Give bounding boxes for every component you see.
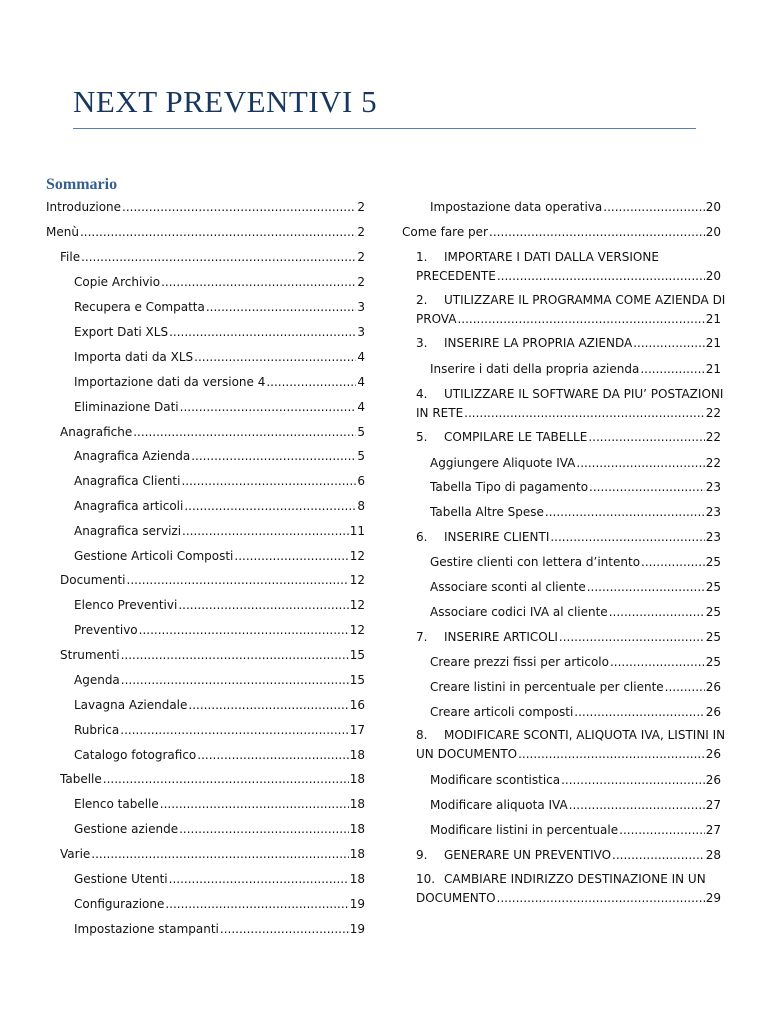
- dot-leader: [133, 423, 356, 442]
- toc-entry[interactable]: [430, 821, 721, 840]
- toc-entry-label: Preventivo: [74, 623, 138, 637]
- toc-entry[interactable]: [416, 385, 724, 423]
- toc-entry-label: Lavagna Aziendale: [74, 698, 188, 712]
- dot-leader: [181, 472, 356, 491]
- dot-leader: [561, 771, 705, 790]
- toc-entry-label: Modificare listini in percentuale: [430, 823, 619, 837]
- toc-entry-label: Documenti: [60, 573, 126, 587]
- toc-entry-page: 23: [705, 530, 721, 544]
- dot-leader: [457, 310, 704, 329]
- toc-entry[interactable]: [430, 703, 721, 722]
- toc-heading: Sommario: [46, 176, 118, 193]
- toc-entry[interactable]: [74, 920, 365, 939]
- toc-entry[interactable]: [430, 678, 721, 697]
- toc-entry-label: Associare codici IVA al cliente: [430, 605, 608, 619]
- toc-entry-label: Menù: [46, 225, 79, 239]
- toc-entry-page: 26: [705, 705, 721, 719]
- dot-leader: [194, 348, 356, 367]
- dot-leader: [169, 323, 356, 342]
- toc-entry-label: Gestione Articoli Composti: [74, 549, 234, 563]
- dot-leader: [641, 553, 705, 572]
- toc-entry-label: Importa dati da XLS: [74, 350, 194, 364]
- toc-entry-label: Importazione dati da versione 4: [74, 375, 266, 389]
- toc-entry-page: 27: [705, 823, 721, 837]
- toc-entry-label: Impostazione stampanti: [74, 922, 219, 936]
- toc-entry[interactable]: [74, 671, 365, 690]
- toc-entry-label: Creare articoli composti: [430, 705, 574, 719]
- toc-entry[interactable]: [74, 696, 365, 715]
- dot-leader: [191, 447, 356, 466]
- toc-entry-label: Agenda: [74, 673, 120, 687]
- toc-entry-label: Catalogo fotografico: [74, 748, 197, 762]
- toc-entry[interactable]: [74, 596, 365, 615]
- toc-entry-label: Gestione aziende: [74, 822, 179, 836]
- toc-entry[interactable]: [60, 770, 365, 789]
- title-underline: [73, 128, 696, 129]
- toc-entry[interactable]: [416, 334, 721, 353]
- toc-entry[interactable]: [416, 870, 721, 908]
- toc-entry[interactable]: [430, 503, 721, 522]
- toc-entry-page: 25: [705, 580, 721, 594]
- dot-leader: [576, 454, 704, 473]
- toc-entry-label: UTILIZZARE IL SOFTWARE DA PIU’ POSTAZIONI: [444, 387, 724, 401]
- dot-leader: [121, 671, 349, 690]
- dot-leader: [165, 895, 348, 914]
- toc-entry-label: Gestione Utenti: [74, 872, 168, 886]
- toc-entry[interactable]: [74, 497, 365, 516]
- toc-entry[interactable]: [74, 447, 365, 466]
- toc-entry-label: Anagrafica servizi: [74, 524, 182, 538]
- toc-entry[interactable]: [74, 273, 365, 292]
- toc-entry-label: Come fare per: [402, 225, 488, 239]
- toc-entry-label: IMPORTARE I DATI DALLA VERSIONE: [444, 250, 659, 264]
- toc-entry-page: 2: [357, 250, 365, 264]
- toc-entry[interactable]: [74, 472, 365, 491]
- toc-entry[interactable]: [60, 646, 365, 665]
- dot-leader: [545, 503, 705, 522]
- dot-leader: [220, 920, 349, 939]
- dot-leader: [588, 428, 704, 447]
- toc-entry-page: 27: [705, 798, 721, 812]
- dot-leader: [234, 547, 348, 566]
- toc-entry[interactable]: [74, 746, 365, 765]
- toc-entry-page: 29: [705, 891, 721, 905]
- toc-entry-page: 4: [357, 375, 365, 389]
- toc-entry-page: 4: [357, 350, 365, 364]
- dot-leader: [603, 198, 704, 217]
- toc-entry[interactable]: [416, 428, 721, 447]
- toc-entry-label: Gestire clienti con lettera d’intento: [430, 555, 641, 569]
- toc-entry-label: Modificare scontistica: [430, 773, 561, 787]
- toc-entry[interactable]: [416, 628, 721, 647]
- toc-entry-label: Copie Archivio: [74, 275, 161, 289]
- dot-leader: [587, 578, 705, 597]
- toc-entry[interactable]: [430, 553, 721, 572]
- toc-entry-page: 11: [349, 524, 365, 538]
- toc-entry-page: 20: [705, 225, 721, 239]
- toc-entry[interactable]: [430, 198, 721, 217]
- toc-entry-label-continued: DOCUMENTO: [416, 891, 496, 905]
- toc-entry-page: 22: [705, 430, 721, 444]
- toc-entry-page: 19: [349, 897, 365, 911]
- toc-entry[interactable]: [60, 571, 365, 590]
- toc-entry-page: 5: [357, 449, 365, 463]
- toc-entry-label-continued: UN DOCUMENTO: [416, 747, 518, 761]
- toc-entry-page: 12: [349, 598, 365, 612]
- toc-entry[interactable]: [416, 248, 721, 286]
- toc-entry-page: 3: [357, 325, 365, 339]
- toc-entry-page: 28: [705, 848, 721, 862]
- dot-leader: [206, 298, 357, 317]
- toc-entry-page: 18: [349, 748, 365, 762]
- dot-leader: [91, 845, 348, 864]
- toc-entry-page: 26: [705, 680, 721, 694]
- document-title: NEXT PREVENTIVI 5: [73, 84, 378, 119]
- toc-entry-page: 2: [357, 225, 365, 239]
- toc-entry[interactable]: [60, 423, 365, 442]
- toc-entry[interactable]: [74, 621, 365, 640]
- toc-entry-page: 21: [705, 362, 721, 376]
- dot-leader: [161, 273, 356, 292]
- toc-entry-label: UTILIZZARE IL PROGRAMMA COME AZIENDA DI: [444, 293, 726, 307]
- toc-entry-number: 2.: [416, 293, 428, 307]
- dot-leader: [489, 223, 705, 242]
- toc-entry-page: 6: [357, 474, 365, 488]
- dot-leader: [612, 846, 705, 865]
- toc-entry[interactable]: [416, 726, 726, 764]
- toc-entry[interactable]: [416, 528, 721, 547]
- toc-entry[interactable]: [74, 870, 365, 889]
- toc-entry-number: 1.: [416, 250, 428, 264]
- toc-entry-label: Configurazione: [74, 897, 165, 911]
- toc-entry-label: Export Dati XLS: [74, 325, 169, 339]
- toc-entry-label-continued: PROVA: [416, 312, 457, 326]
- toc-entry-number: 4.: [416, 387, 428, 401]
- toc-entry-number: 7.: [416, 630, 428, 644]
- dot-leader: [518, 745, 705, 764]
- toc-entry[interactable]: [430, 796, 721, 815]
- dot-leader: [633, 334, 704, 353]
- toc-entry[interactable]: [60, 248, 365, 267]
- toc-entry-page: 20: [705, 269, 721, 283]
- dot-leader: [569, 796, 705, 815]
- toc-entry-label: MODIFICARE SCONTI, ALIQUOTA IVA, LISTINI IN: [444, 728, 726, 742]
- dot-leader: [121, 646, 349, 665]
- dot-leader: [169, 870, 349, 889]
- toc-entry-label: Varie: [60, 847, 91, 861]
- toc-entry-page: 22: [705, 406, 721, 420]
- toc-entry-label: COMPILARE LE TABELLE: [444, 430, 588, 444]
- toc-entry-number: 6.: [416, 530, 428, 544]
- toc-entry[interactable]: [74, 547, 365, 566]
- toc-entry-page: 25: [705, 630, 721, 644]
- toc-entry-page: 18: [349, 847, 365, 861]
- dot-leader: [559, 628, 705, 647]
- toc-entry-label: Anagrafica Clienti: [74, 474, 181, 488]
- dot-leader: [665, 678, 705, 697]
- toc-entry-page: 3: [357, 300, 365, 314]
- toc-entry-label-continued: IN RETE: [416, 406, 464, 420]
- toc-entry-label: CAMBIARE INDIRIZZO DESTINAZIONE IN UN: [444, 872, 706, 886]
- toc-entry-page: 12: [349, 623, 365, 637]
- toc-entry-page: 25: [705, 555, 721, 569]
- toc-entry-page: 12: [349, 549, 365, 563]
- toc-entry-page: 26: [705, 747, 721, 761]
- toc-entry[interactable]: [430, 360, 721, 379]
- toc-entry-page: 22: [705, 456, 721, 470]
- toc-entry[interactable]: [74, 795, 365, 814]
- toc-entry-page: 2: [357, 275, 365, 289]
- dot-leader: [610, 653, 705, 672]
- toc-entry-page: 25: [705, 655, 721, 669]
- dot-leader: [81, 248, 356, 267]
- toc-entry-label: Anagrafiche: [60, 425, 133, 439]
- toc-entry[interactable]: [416, 846, 721, 865]
- toc-entry-page: 18: [349, 797, 365, 811]
- toc-entry[interactable]: [74, 323, 365, 342]
- toc-entry[interactable]: [74, 373, 365, 392]
- toc-entry-number: 5.: [416, 430, 428, 444]
- toc-entry[interactable]: [430, 478, 721, 497]
- dot-leader: [80, 223, 356, 242]
- toc-entry-page: 15: [349, 648, 365, 662]
- dot-leader: [574, 703, 704, 722]
- toc-entry-label: Inserire i dati della propria azienda: [430, 362, 640, 376]
- toc-entry-label: INSERIRE CLIENTI: [444, 530, 550, 544]
- dot-leader: [188, 696, 348, 715]
- dot-leader: [120, 721, 348, 740]
- toc-entry-page: 4: [357, 400, 365, 414]
- dot-leader: [197, 746, 348, 765]
- toc-entry-label: Elenco tabelle: [74, 797, 159, 811]
- toc-entry-label: Creare prezzi fissi per articolo: [430, 655, 609, 669]
- dot-leader: [178, 596, 348, 615]
- toc-entry[interactable]: [74, 820, 365, 839]
- toc-entry[interactable]: [74, 895, 365, 914]
- toc-entry-label-continued: PRECEDENTE: [416, 269, 496, 283]
- toc-entry-page: 19: [349, 922, 365, 936]
- toc-entry-label: Aggiungere Aliquote IVA: [430, 456, 576, 470]
- dot-leader: [497, 889, 705, 908]
- toc-entry-page: 20: [705, 200, 721, 214]
- toc-entry-label: GENERARE UN PREVENTIVO: [444, 848, 612, 862]
- toc-entry-label: Anagrafica articoli: [74, 499, 184, 513]
- dot-leader: [182, 522, 349, 541]
- dot-leader: [464, 404, 705, 423]
- dot-leader: [609, 603, 705, 622]
- toc-entry-page: 18: [349, 872, 365, 886]
- toc-entry-page: 18: [349, 822, 365, 836]
- toc-entry[interactable]: [46, 223, 365, 242]
- dot-leader: [179, 820, 349, 839]
- dot-leader: [180, 398, 357, 417]
- toc-entry-page: 26: [705, 773, 721, 787]
- toc-entry-label: Tabelle: [60, 772, 102, 786]
- toc-entry[interactable]: [430, 578, 721, 597]
- toc-entry-page: 21: [705, 336, 721, 350]
- toc-entry-page: 23: [705, 480, 721, 494]
- toc-entry[interactable]: [416, 291, 726, 329]
- toc-entry[interactable]: [74, 398, 365, 417]
- dot-leader: [184, 497, 356, 516]
- toc-entry-label: Anagrafica Azienda: [74, 449, 191, 463]
- toc-entry[interactable]: [430, 454, 721, 473]
- dot-leader: [160, 795, 349, 814]
- toc-entry-page: 16: [349, 698, 365, 712]
- toc-entry-number: 9.: [416, 848, 428, 862]
- toc-entry[interactable]: [430, 603, 721, 622]
- toc-entry-label: Impostazione data operativa: [430, 200, 603, 214]
- toc-entry-page: 25: [705, 605, 721, 619]
- toc-entry[interactable]: [402, 223, 721, 242]
- dot-leader: [589, 478, 705, 497]
- toc-entry-page: 18: [349, 772, 365, 786]
- dot-leader: [139, 621, 349, 640]
- toc-entry[interactable]: [74, 721, 365, 740]
- toc-entry[interactable]: [74, 298, 365, 317]
- toc-entry-page: 21: [705, 312, 721, 326]
- toc-entry[interactable]: [74, 522, 365, 541]
- toc-entry-number: 3.: [416, 336, 428, 350]
- toc-entry[interactable]: [430, 653, 721, 672]
- toc-entry-label: INSERIRE LA PROPRIA AZIENDA: [444, 336, 633, 350]
- dot-leader: [103, 770, 349, 789]
- toc-entry-label: Introduzione: [46, 200, 122, 214]
- toc-entry-label: Eliminazione Dati: [74, 400, 179, 414]
- toc-entry-page: 8: [357, 499, 365, 513]
- toc-entry-label: Elenco Preventivi: [74, 598, 178, 612]
- dot-leader: [619, 821, 705, 840]
- toc-entry-label: Tabella Altre Spese: [430, 505, 544, 519]
- toc-entry-page: 15: [349, 673, 365, 687]
- toc-entry[interactable]: [60, 845, 365, 864]
- toc-entry-label: Rubrica: [74, 723, 120, 737]
- toc-entry[interactable]: [46, 198, 365, 217]
- dot-leader: [640, 360, 704, 379]
- toc-entry-page: 17: [349, 723, 365, 737]
- toc-entry-label: Strumenti: [60, 648, 120, 662]
- toc-entry-number: 8.: [416, 728, 428, 742]
- toc-entry-page: 12: [349, 573, 365, 587]
- toc-entry-label: Tabella Tipo di pagamento: [430, 480, 589, 494]
- toc-entry-label: Creare listini in percentuale per cliente: [430, 680, 664, 694]
- toc-entry[interactable]: [430, 771, 721, 790]
- toc-entry-label: Recupera e Compatta: [74, 300, 205, 314]
- dot-leader: [497, 267, 705, 286]
- dot-leader: [266, 373, 356, 392]
- toc-entry-label: Modificare aliquota IVA: [430, 798, 568, 812]
- toc-entry-label: Associare sconti al cliente: [430, 580, 586, 594]
- toc-entry-number: 10.: [416, 872, 436, 886]
- dot-leader: [127, 571, 349, 590]
- toc-entry-page: 5: [357, 425, 365, 439]
- dot-leader: [550, 528, 704, 547]
- toc-entry-label: INSERIRE ARTICOLI: [444, 630, 558, 644]
- toc-entry-page: 23: [705, 505, 721, 519]
- toc-entry-label: File: [60, 250, 81, 264]
- toc-entry-page: 2: [357, 200, 365, 214]
- dot-leader: [122, 198, 356, 217]
- toc-entry[interactable]: [74, 348, 365, 367]
